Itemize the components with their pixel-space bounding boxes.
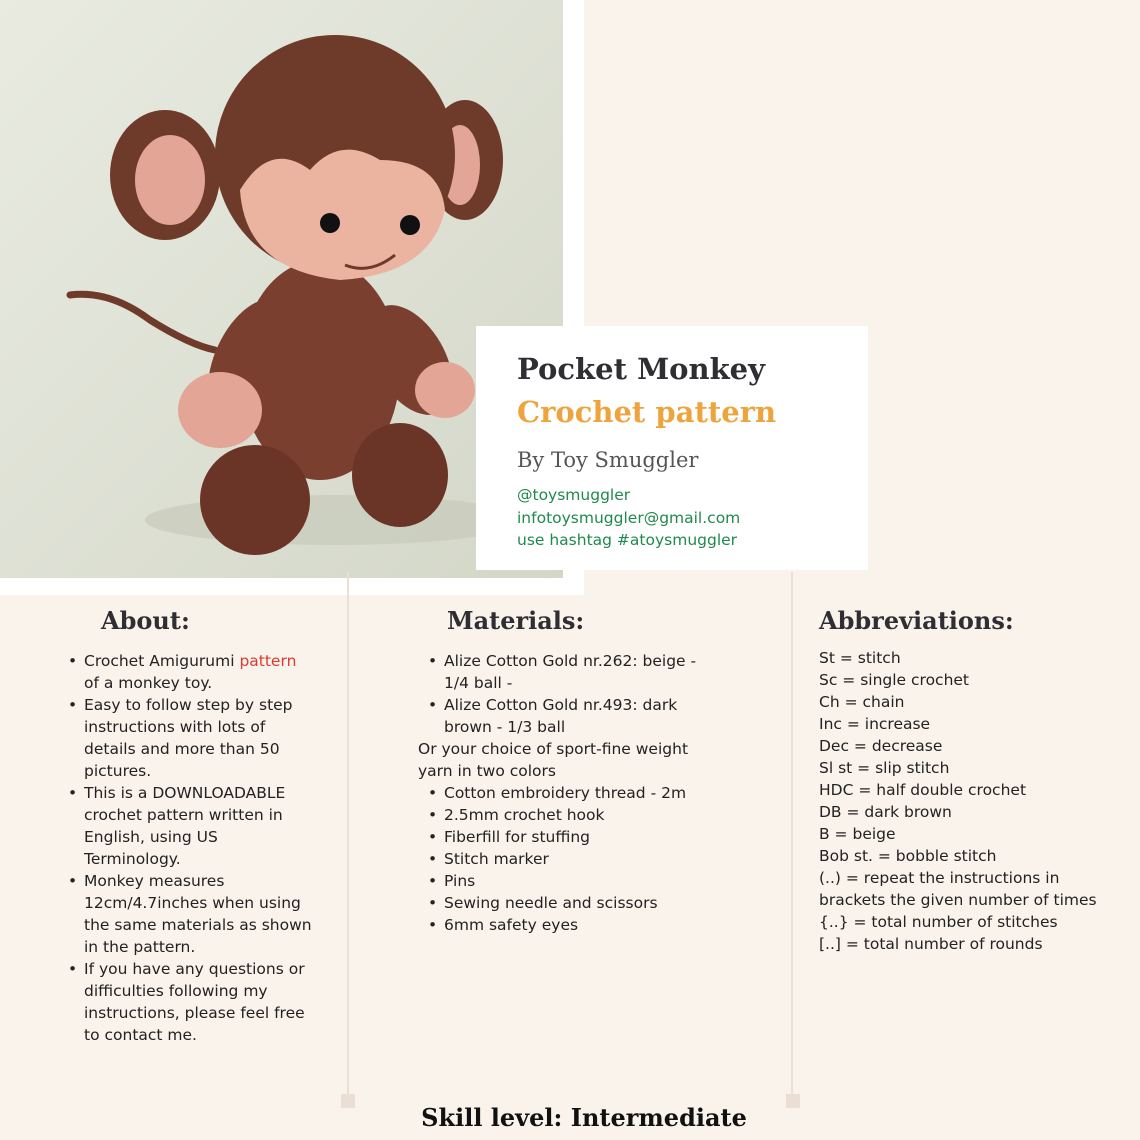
list-item: • Fiberfill for stuffing <box>428 826 714 848</box>
abbr-item: [..] = total number of rounds <box>819 935 1043 953</box>
pattern-link[interactable]: pattern <box>239 652 297 670</box>
abbr-item: St = stitch <box>819 649 901 667</box>
abbr-item: Sc = single crochet <box>819 671 970 689</box>
abbr-item: Bob st. = bobble stitch <box>819 847 997 865</box>
pattern-subtitle: Crochet pattern <box>517 395 777 429</box>
abbr-item: Inc = increase <box>819 715 931 733</box>
text: Crochet Amigurumi <box>84 652 240 670</box>
abbr-item: Ch = chain <box>819 693 905 711</box>
hashtag: use hashtag #atoysmuggler <box>517 531 738 549</box>
text: of a monkey toy. <box>84 674 213 692</box>
skill-level: Skill level: Intermediate <box>421 1103 747 1132</box>
abbreviations-heading: Abbreviations: <box>819 606 1014 635</box>
column-divider <box>347 572 349 1094</box>
list-item: • Sewing needle and scissors <box>428 892 714 914</box>
abbr-item: DB = dark brown <box>819 803 952 821</box>
list-item: • 2.5mm crochet hook <box>428 804 714 826</box>
abbr-item: B = beige <box>819 825 896 843</box>
pattern-title: Pocket Monkey <box>517 352 765 386</box>
abbr-item: Dec = decrease <box>819 737 943 755</box>
abbr-item: (..) = repeat the instructions in brackets the given number of times <box>819 869 1097 909</box>
author: By Toy Smuggler <box>517 448 699 472</box>
email-link[interactable]: infotoysmuggler@gmail.com <box>517 508 741 527</box>
list-item: • Cotton embroidery thread - 2m <box>428 782 714 804</box>
column-divider <box>791 572 793 1094</box>
list-item: • Monkey measures 12cm/4.7inches when using the same materials as shown in the pattern. <box>68 870 316 958</box>
list-item: • Alize Cotton Gold nr.493: dark brown - 1/3 ball <box>428 694 704 738</box>
about-list <box>68 650 316 1046</box>
about-heading: About: <box>101 606 190 635</box>
abbr-item: Sl st = slip stitch <box>819 759 950 777</box>
list-item: • If you have any questions or difficulties following my instructions, please feel free to contact me. <box>68 958 316 1046</box>
list-item: • Pins <box>428 870 714 892</box>
title-card <box>476 326 868 570</box>
list-item: • Stitch marker <box>428 848 714 870</box>
list-item: • Easy to follow step by step instructions with lots of details and more than 50 pictures. <box>68 694 316 782</box>
abbr-item: HDC = half double crochet <box>819 781 1027 799</box>
list-item: • This is a DOWNLOADABLE crochet pattern written in English, using US Terminology. <box>68 782 316 870</box>
list-item <box>68 650 316 694</box>
list-item: • Alize Cotton Gold nr.262: beige - 1/4 ball - <box>428 650 704 694</box>
abbreviations-list <box>819 647 1119 955</box>
instagram-handle[interactable]: @toysmuggler <box>517 486 631 504</box>
list-item: • 6mm safety eyes <box>428 914 714 936</box>
materials-list <box>414 650 714 936</box>
materials-heading: Materials: <box>447 606 585 635</box>
abbr-item: {..} = total number of stitches <box>819 913 1058 931</box>
materials-note: Or your choice of sport-fine weight yarn in two colors <box>418 740 689 780</box>
